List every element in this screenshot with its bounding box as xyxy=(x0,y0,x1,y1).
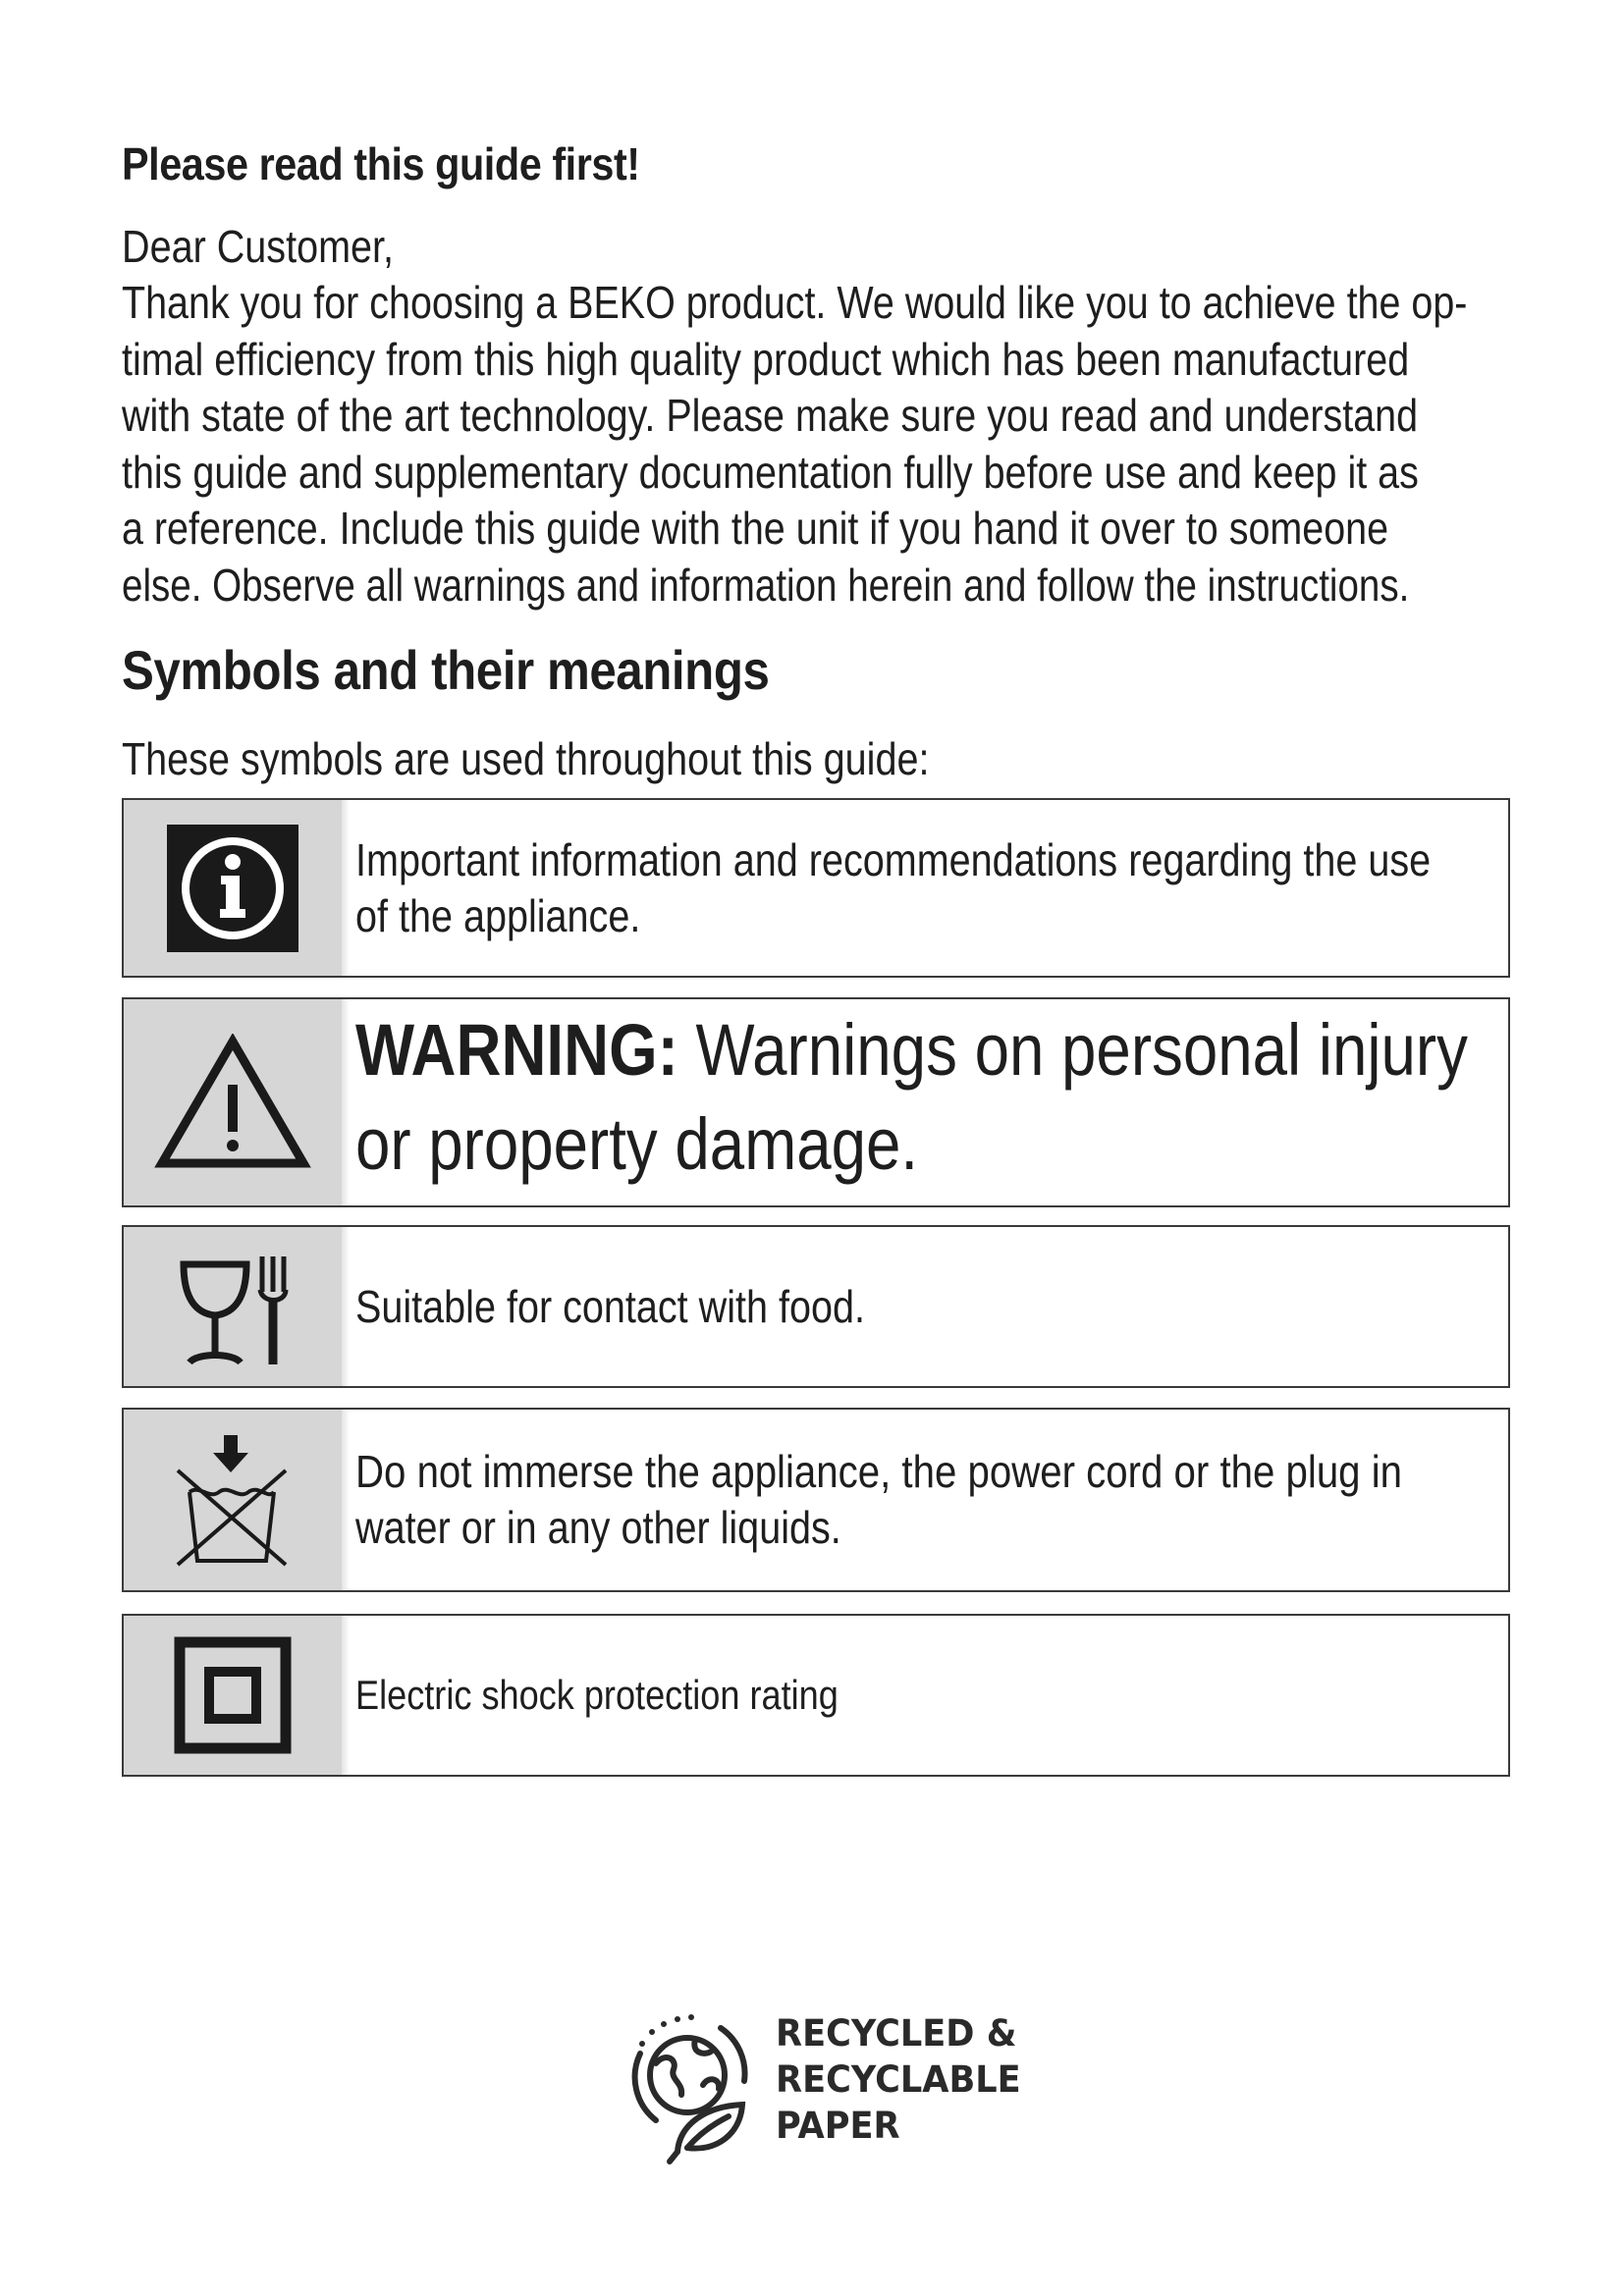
warning-triangle-icon xyxy=(154,1034,311,1171)
page-heading: Please read this guide first! xyxy=(122,138,640,189)
immerse-text-line: Do not immerse the appliance, the power cord or the plug in xyxy=(355,1446,1403,1497)
intro-line: Thank you for choosing a BEKO product. We would like you to achieve the op- xyxy=(122,277,1468,328)
recycle-logo-line: RECYCLABLE xyxy=(776,2058,1021,2101)
double-insulation-icon xyxy=(174,1636,292,1754)
greeting: Dear Customer, xyxy=(122,221,395,272)
food-text: Suitable for contact with food. xyxy=(355,1280,865,1332)
intro-line: timal efficiency from this high quality product which has been manufactured xyxy=(122,333,1410,385)
symbol-cell xyxy=(124,999,342,1205)
symbol-row-shock xyxy=(122,1614,1510,1777)
symbols-section-title: Symbols and their meanings xyxy=(122,639,770,701)
symbol-row-warning xyxy=(122,997,1510,1207)
recycle-logo-text xyxy=(776,2010,1034,2149)
intro-line: this guide and supplementary documentation fully before use and keep it as xyxy=(122,446,1419,498)
warning-text-line-2: or property damage. xyxy=(355,1103,919,1185)
symbol-cell xyxy=(124,1227,342,1386)
intro-line: else. Observe all warnings and information herein and follow the instructions. xyxy=(122,559,1410,611)
symbols-section-subtitle: These symbols are used throughout this guide: xyxy=(122,733,930,784)
symbol-description xyxy=(342,800,1508,976)
info-text-line: Important information and recommendations regarding the use xyxy=(355,833,1432,885)
symbol-cell xyxy=(124,1616,342,1775)
warning-text-line-1 xyxy=(355,1003,1468,1097)
recycle-logo-line: RECYCLED & xyxy=(776,2012,1017,2055)
shock-text: Electric shock protection rating xyxy=(355,1672,839,1718)
recycle-logo xyxy=(626,2004,1039,2171)
symbol-description xyxy=(342,999,1508,1205)
symbol-row-immerse xyxy=(122,1408,1510,1592)
intro-paragraph xyxy=(122,275,1514,614)
no-immerse-icon xyxy=(164,1431,301,1569)
info-text-line: of the appliance. xyxy=(355,889,641,941)
warning-text: Warnings on personal injury xyxy=(677,1009,1468,1091)
symbol-row-food xyxy=(122,1225,1510,1388)
recycle-logo-line: PAPER xyxy=(776,2105,900,2147)
symbol-description xyxy=(342,1410,1508,1590)
recycled-paper-icon xyxy=(626,2004,764,2171)
symbol-cell xyxy=(124,1410,342,1590)
symbol-description xyxy=(342,1616,1508,1775)
intro-line: with state of the art technology. Please make sure you read and understand xyxy=(122,390,1419,441)
info-icon xyxy=(167,825,298,952)
immerse-text-line: water or in any other liquids. xyxy=(355,1502,841,1553)
warning-label: WARNING: xyxy=(355,1009,678,1091)
symbol-row-info xyxy=(122,798,1510,978)
food-contact-icon xyxy=(164,1243,301,1370)
symbol-cell xyxy=(124,800,342,976)
symbol-description xyxy=(342,1227,1508,1386)
intro-line: a reference. Include this guide with the unit if you hand it over to someone xyxy=(122,503,1389,554)
